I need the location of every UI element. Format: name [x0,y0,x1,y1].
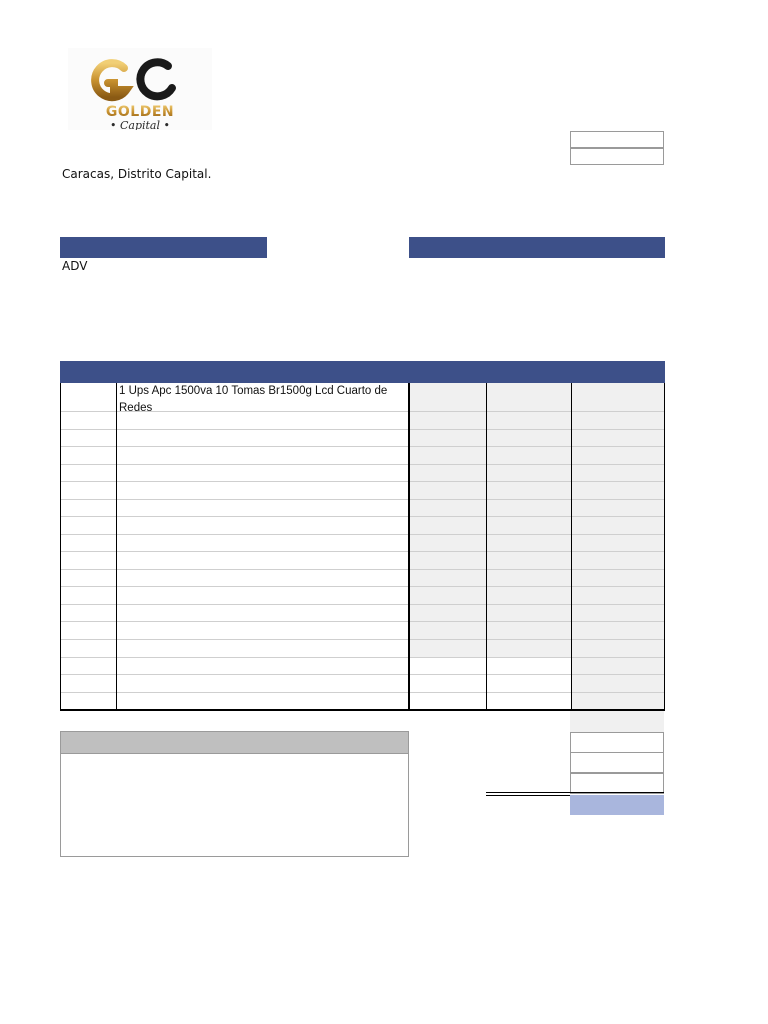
item-description: 1 Ups Apc 1500va 10 Tomas Br1500g Lcd Cuarto de Redes [119,385,388,414]
company-logo [68,48,212,130]
invoice-date-box [570,148,664,165]
unit-price-qty-shade [410,383,572,657]
items-table-body [60,383,665,711]
notes-header [61,732,408,754]
invoice-number-box [570,131,664,148]
discount-cell [570,732,664,753]
items-table [60,361,665,711]
tax-cell [570,752,664,773]
notes-box [60,731,409,857]
amount-column-shade [572,383,665,709]
total-cell [570,795,664,815]
svg-text:GOLDEN: GOLDEN [105,104,175,120]
subtotal-cell [570,711,664,732]
client-name: ADV [62,259,88,273]
shipping-section-bar [409,237,665,258]
svg-text:• Capital •: • Capital • [109,119,171,130]
other-cell [570,773,664,794]
client-section-bar [60,237,267,258]
location-text: Caracas, Distrito Capital. [62,167,212,181]
items-table-header [60,361,665,383]
